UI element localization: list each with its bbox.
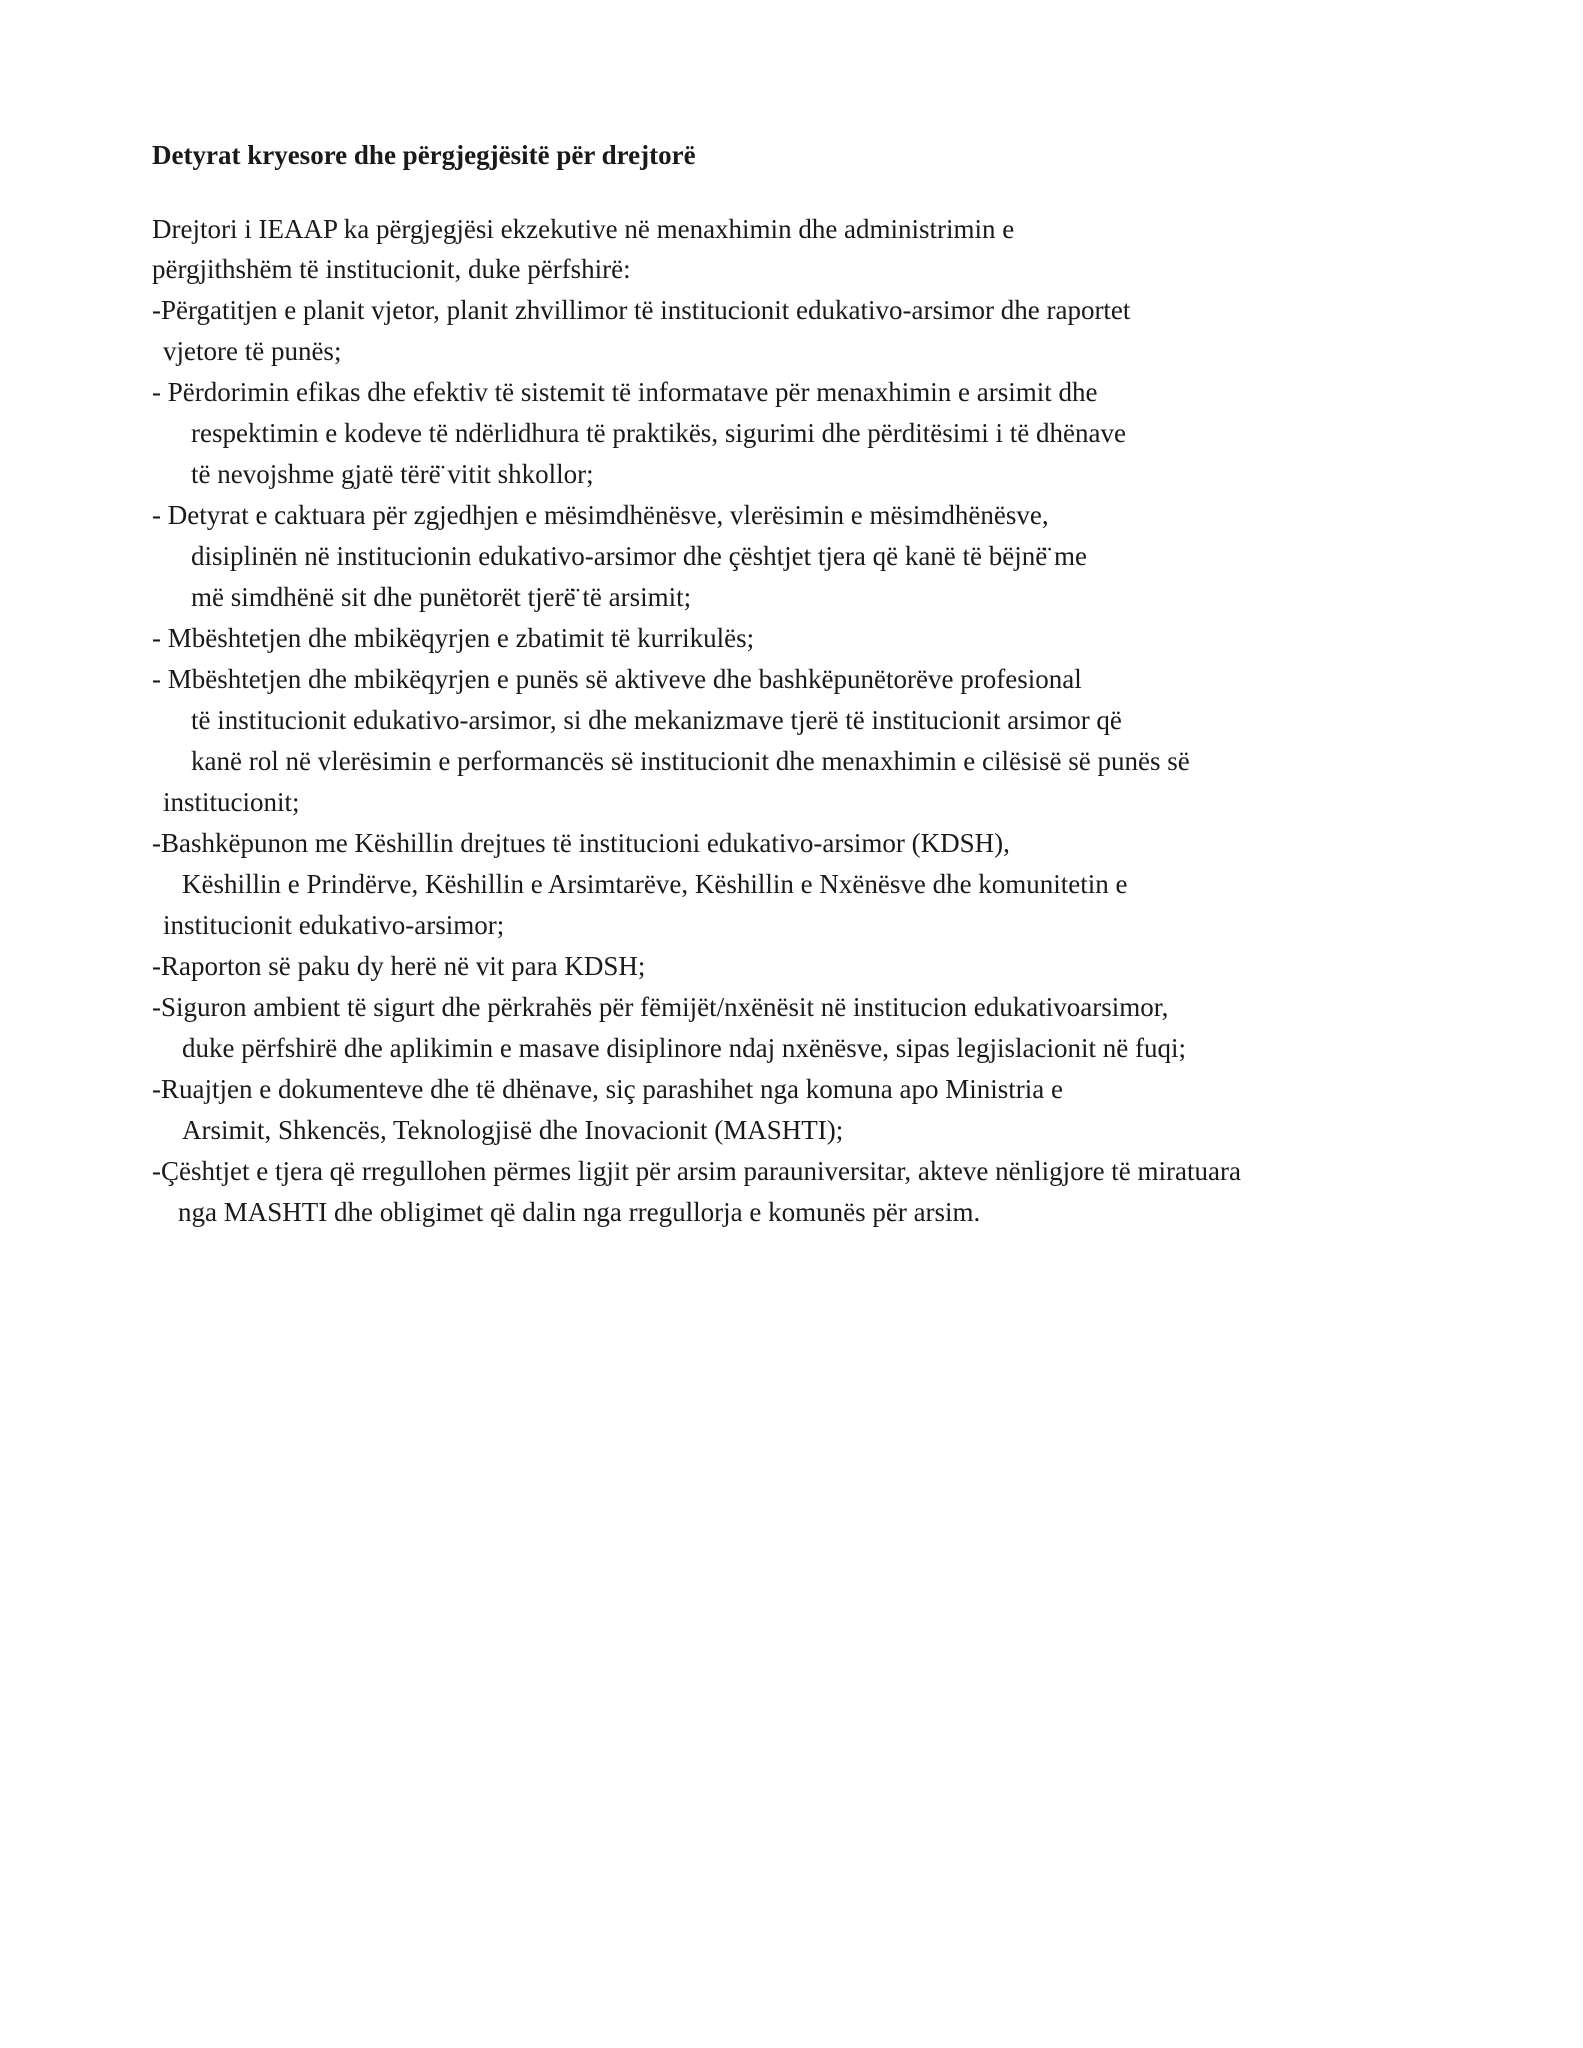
- document-title: Detyrat kryesore dhe përgjegjësitë për drejtorë: [152, 140, 696, 170]
- text-line: respektimin e kodeve të ndërlidhura të praktikës, sigurimi dhe përditësimi i të dhënave: [191, 418, 1126, 448]
- text-line: -Raporton së paku dy herë në vit para KDSH;: [152, 951, 646, 981]
- text-line: Drejtori i IEAAP ka përgjegjësi ekzekutive në menaxhimin dhe administrimin e: [152, 214, 1015, 244]
- text-line: - Mbështetjen dhe mbikëqyrjen e punës së aktiveve dhe bashkëpunëtorëve profesional: [152, 664, 1082, 694]
- text-line: duke përfshirë dhe aplikimin e masave disiplinore ndaj nxënësve, sipas legjislacionit në fuqi;: [182, 1033, 1186, 1063]
- text-line: -Siguron ambient të sigurt dhe përkrahës për fëmijët/nxënësit në institucion edukativoarsimor,: [152, 992, 1169, 1022]
- text-line: disiplinën në institucionin edukativo-arsimor dhe çështjet tjera që kanë të bëjnë̈ me: [191, 541, 1087, 571]
- text-line: institucionit edukativo-arsimor;: [163, 910, 505, 940]
- text-line: më simdhënë sit dhe punëtorët tjerë̈ të arsimit;: [191, 582, 692, 612]
- text-line: institucionit;: [163, 787, 300, 817]
- text-line: -Ruajtjen e dokumenteve dhe të dhënave, siç parashihet nga komuna apo Ministria e: [152, 1074, 1063, 1104]
- text-line: - Detyrat e caktuara për zgjedhjen e mësimdhënësve, vlerësimin e mësimdhënësve,: [152, 500, 1049, 530]
- text-line: kanë rol në vlerësimin e performancës së institucionit dhe menaxhimin e cilësisë së punës së: [191, 746, 1190, 776]
- text-line: -Bashkëpunon me Këshillin drejtues të institucioni edukativo-arsimor (KDSH),: [152, 828, 1010, 858]
- text-line: -Çështjet e tjera që rregullohen përmes ligjit për arsim parauniversitar, akteve nënligjore të miratuara: [152, 1156, 1241, 1186]
- text-line: të institucionit edukativo-arsimor, si dhe mekanizmave tjerë të institucionit arsimor që: [191, 705, 1122, 735]
- text-line: Arsimit, Shkencës, Teknologjisë dhe Inovacionit (MASHTI);: [182, 1115, 844, 1145]
- text-line: - Përdorimin efikas dhe efektiv të sistemit të informatave për menaxhimin e arsimit dhe: [152, 377, 1098, 407]
- text-line: vjetore të punës;: [163, 336, 342, 366]
- text-line: -Përgatitjen e planit vjetor, planit zhvillimor të institucionit edukativo-arsimor dhe raportet: [152, 295, 1131, 325]
- text-line: nga MASHTI dhe obligimet që dalin nga rregullorja e komunës për arsim.: [178, 1197, 981, 1227]
- text-line: Këshillin e Prindërve, Këshillin e Arsimtarëve, Këshillin e Nxënësve dhe komunitetin e: [182, 869, 1128, 899]
- text-line: të nevojshme gjatë tërë̈ vitit shkollor;: [191, 459, 594, 489]
- text-line: - Mbështetjen dhe mbikëqyrjen e zbatimit të kurrikulës;: [152, 623, 755, 653]
- text-line: përgjithshëm të institucionit, duke përfshirë:: [152, 254, 631, 284]
